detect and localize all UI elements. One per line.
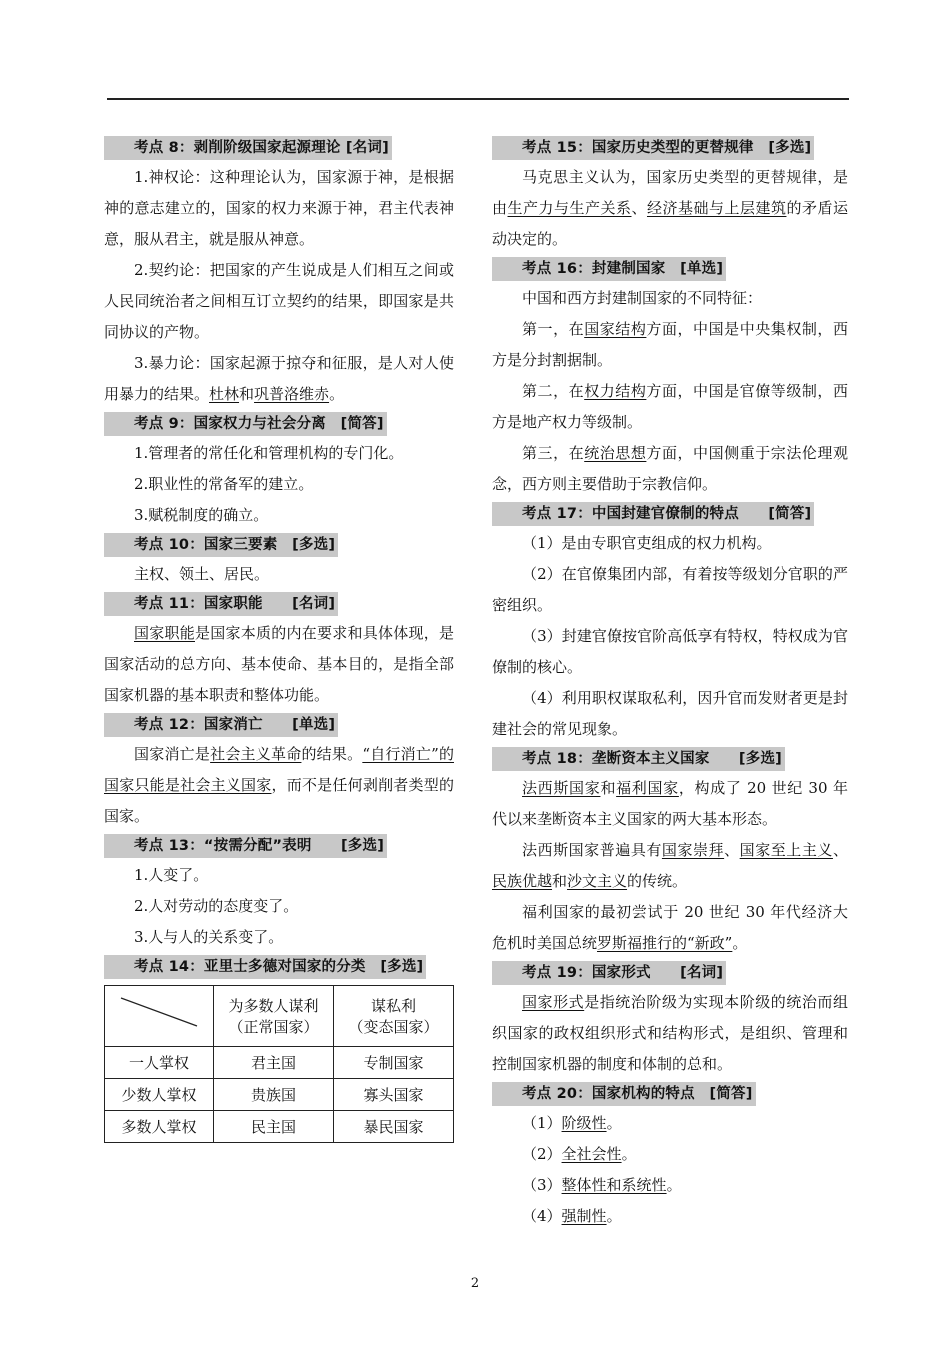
section-heading-17: 考点 17：中国封建官僚制的特点 [简答] [492, 502, 814, 526]
text-run: 、 [832, 841, 848, 859]
underlined-term: 整体性和系统性 [561, 1176, 667, 1194]
text-run: 第二，在 [522, 382, 585, 400]
paragraph [492, 376, 848, 438]
underlined-term: 国家形式 [522, 993, 585, 1011]
text-run: 方面，中国是中央集权制，西方是分封割据制。 [492, 320, 848, 369]
paragraph [104, 618, 454, 711]
text-run: 法西斯国家普遍具有 [522, 841, 662, 859]
text-run: 第三，在 [522, 444, 585, 462]
text-run: 是国家本质的内在要求和具体体现，是国家活动的总方向、基本使命、基本目的，是指全部国家机器的基本职责和整体功能。 [104, 624, 454, 704]
right-column [492, 134, 848, 1232]
text-run: ，而不是任何剥削者类型的国家。 [104, 776, 454, 825]
underlined-term: 沙文主义 [567, 872, 628, 890]
header-line: 谋私利 [370, 997, 416, 1015]
table-header-row [105, 986, 454, 1047]
text-run: 。 [666, 1176, 682, 1194]
underlined-term: 阶级性 [561, 1114, 607, 1132]
section-heading-15: 考点 15：国家历史类型的更替规律 [多选] [492, 136, 814, 160]
list-item: 2.职业性的常备军的建立。 [134, 475, 314, 493]
text-run: 马克思主义认为，国家历史类型的更替规律，是由 [492, 168, 848, 217]
underlined-term: 统治思想 [584, 444, 647, 462]
list-item: 3.赋税制度的确立。 [134, 506, 269, 524]
underlined-term: 生产力与生产关系 [507, 199, 632, 217]
text-run: 和 [239, 385, 255, 403]
section-heading-18: 考点 18：垄断资本主义国家 [多选] [492, 747, 785, 771]
state-classification-table [104, 985, 454, 1143]
paragraph: 1.神权论：这种理论认为，国家源于神，是根据神的意志建立的，国家的权力来源于神，君主代表神意，服从君主，就是服从神意。 [104, 168, 454, 248]
list-item: （2）在官僚集团内部，有着按等级划分官职的严密组织。 [492, 565, 848, 614]
table-cell: 一人掌权 [105, 1047, 214, 1079]
underlined-term: 国家职能 [134, 624, 195, 642]
table-cell: 君主国 [214, 1047, 334, 1079]
section-heading-8: 考点 8：剥削阶级国家起源理论 [名词] [104, 136, 392, 160]
text-run: 、 [724, 841, 740, 859]
header-rule [107, 98, 849, 100]
list-item [492, 1139, 848, 1170]
table-row [105, 1047, 454, 1079]
header-line: （变态国家） [348, 1018, 439, 1036]
list-item: （3）封建官僚按官阶高低享有特权，特权成为官僚制的核心。 [492, 627, 848, 676]
underlined-term: 经济基础与上层建筑 [646, 199, 787, 217]
table-row [105, 1079, 454, 1111]
diagonal-line [105, 986, 213, 1046]
table-cell: 民主国 [214, 1111, 334, 1143]
table-cell: 专制国家 [334, 1047, 454, 1079]
list-item [492, 1201, 848, 1232]
paragraph [492, 897, 848, 959]
paragraph [492, 773, 848, 835]
column-header [334, 986, 454, 1047]
paragraph [492, 987, 848, 1080]
list-item: 1.管理者的常任化和管理机构的专门化。 [134, 444, 404, 462]
text-run: ，构成了 20 世纪 30 年代以来垄断资本主义国家的两大基本形态。 [492, 779, 848, 828]
text-run: 、 [631, 199, 647, 217]
list-item: 2.人对劳动的态度变了。 [134, 897, 299, 915]
diagonal-header-cell [105, 986, 214, 1047]
paragraph: 中国和西方封建制国家的不同特征： [522, 289, 763, 307]
text-run: 和 [552, 872, 568, 890]
text-run: 福利国家的最初尝试于 20 世纪 30 年代经济大危机时美国总统 [492, 903, 848, 952]
section-heading-19: 考点 19：国家形式 [名词] [492, 961, 726, 985]
table-row [105, 1111, 454, 1143]
text-run: 3.暴力论：国家起源于掠夺和征服，是人对人使用暴力的结果。 [104, 354, 454, 403]
text-run: 。 [621, 1145, 637, 1163]
section-heading-20: 考点 20：国家机构的特点 [简答] [492, 1082, 756, 1106]
paragraph: 2.契约论：把国家的产生说成是人们相互之间或人民同统治者之间相互订立契约的结果，即国家是共同协议的产物。 [104, 261, 454, 341]
paragraph: 主权、领土、居民。 [134, 565, 270, 583]
paragraph [492, 438, 848, 500]
text-run: 的矛盾运动决定的。 [492, 199, 848, 248]
underlined-term: 福利国家 [616, 779, 679, 797]
section-heading-14: 考点 14：亚里士多德对国家的分类 [多选] [104, 955, 426, 979]
underlined-term: 民族优越 [492, 872, 553, 890]
text-run: （4） [522, 1207, 562, 1225]
list-item: 1.人变了。 [134, 866, 209, 884]
text-run: 。 [732, 934, 748, 952]
list-item: （1）是由专职官吏组成的权力机构。 [522, 534, 772, 552]
table-cell: 贵族国 [214, 1079, 334, 1111]
underlined-term: 权力结构 [584, 382, 647, 400]
paragraph [492, 162, 848, 255]
underlined-term: 国家结构 [584, 320, 647, 338]
table-cell: 暴民国家 [334, 1111, 454, 1143]
text-run: 和 [600, 779, 617, 797]
paragraph [492, 314, 848, 376]
underlined-term: “自行消亡”的国家只能是社会主义国家 [104, 745, 454, 794]
page-number: 2 [470, 1276, 480, 1291]
text-run: 的结果。 [301, 745, 363, 763]
underlined-term: 杜林 [209, 385, 240, 403]
text-run: （1） [522, 1114, 562, 1132]
underlined-term: 巩普洛维赤 [254, 385, 330, 403]
text-run: 的传统。 [627, 872, 688, 890]
paragraph [104, 348, 454, 410]
text-run: 方面，中国侧重于宗法伦理观念，西方则主要借助于宗教信仰。 [492, 444, 848, 493]
underlined-term: 法西斯国家 [522, 779, 601, 797]
table-cell: 多数人掌权 [105, 1111, 214, 1143]
list-item [492, 1108, 848, 1139]
left-column [104, 134, 454, 1143]
column-header [214, 986, 334, 1047]
header-line: 为多数人谋利 [228, 997, 319, 1015]
underlined-term: 国家崇拜 [661, 841, 725, 859]
paragraph [492, 835, 848, 897]
text-run: 方面，中国是官僚等级制，西方是地产权力等级制。 [492, 382, 848, 431]
underlined-term: 国家至上主义 [739, 841, 833, 859]
text-run: 国家消亡是 [134, 745, 211, 763]
text-run: 是指统治阶级为实现本阶级的统治而组织国家的政权组织形式和结构形式，是组织、管理和控制国家机器的制度和体制的总和。 [492, 993, 848, 1073]
header-line: （正常国家） [228, 1018, 319, 1036]
section-heading-11: 考点 11：国家职能 [名词] [104, 592, 338, 616]
section-heading-9: 考点 9：国家权力与社会分离 [简答] [104, 412, 387, 436]
text-run: 。 [606, 1207, 622, 1225]
section-heading-10: 考点 10：国家三要素 [多选] [104, 533, 338, 557]
underlined-term: 社会主义革命 [210, 745, 302, 763]
underlined-term: 全社会性 [561, 1145, 622, 1163]
section-heading-13: 考点 13：“按需分配”表明 [多选] [104, 834, 387, 858]
underlined-term: 罗斯福推行的“新政” [597, 934, 733, 952]
section-heading-16: 考点 16：封建制国家 [单选] [492, 257, 726, 281]
list-item: （4）利用职权谋取私利，因升官而发财者更是封建社会的常见现象。 [492, 689, 848, 738]
list-item [492, 1170, 848, 1201]
list-item: 3.人与人的关系变了。 [134, 928, 284, 946]
text-run: （2） [522, 1145, 562, 1163]
text-run: 。 [329, 385, 345, 403]
paragraph [104, 739, 454, 832]
section-heading-12: 考点 12：国家消亡 [单选] [104, 713, 338, 737]
text-run: 第一，在 [522, 320, 585, 338]
text-run: 。 [606, 1114, 622, 1132]
table-cell: 寡头国家 [334, 1079, 454, 1111]
text-run: （3） [522, 1176, 562, 1194]
table-cell: 少数人掌权 [105, 1079, 214, 1111]
underlined-term: 强制性 [561, 1207, 607, 1225]
